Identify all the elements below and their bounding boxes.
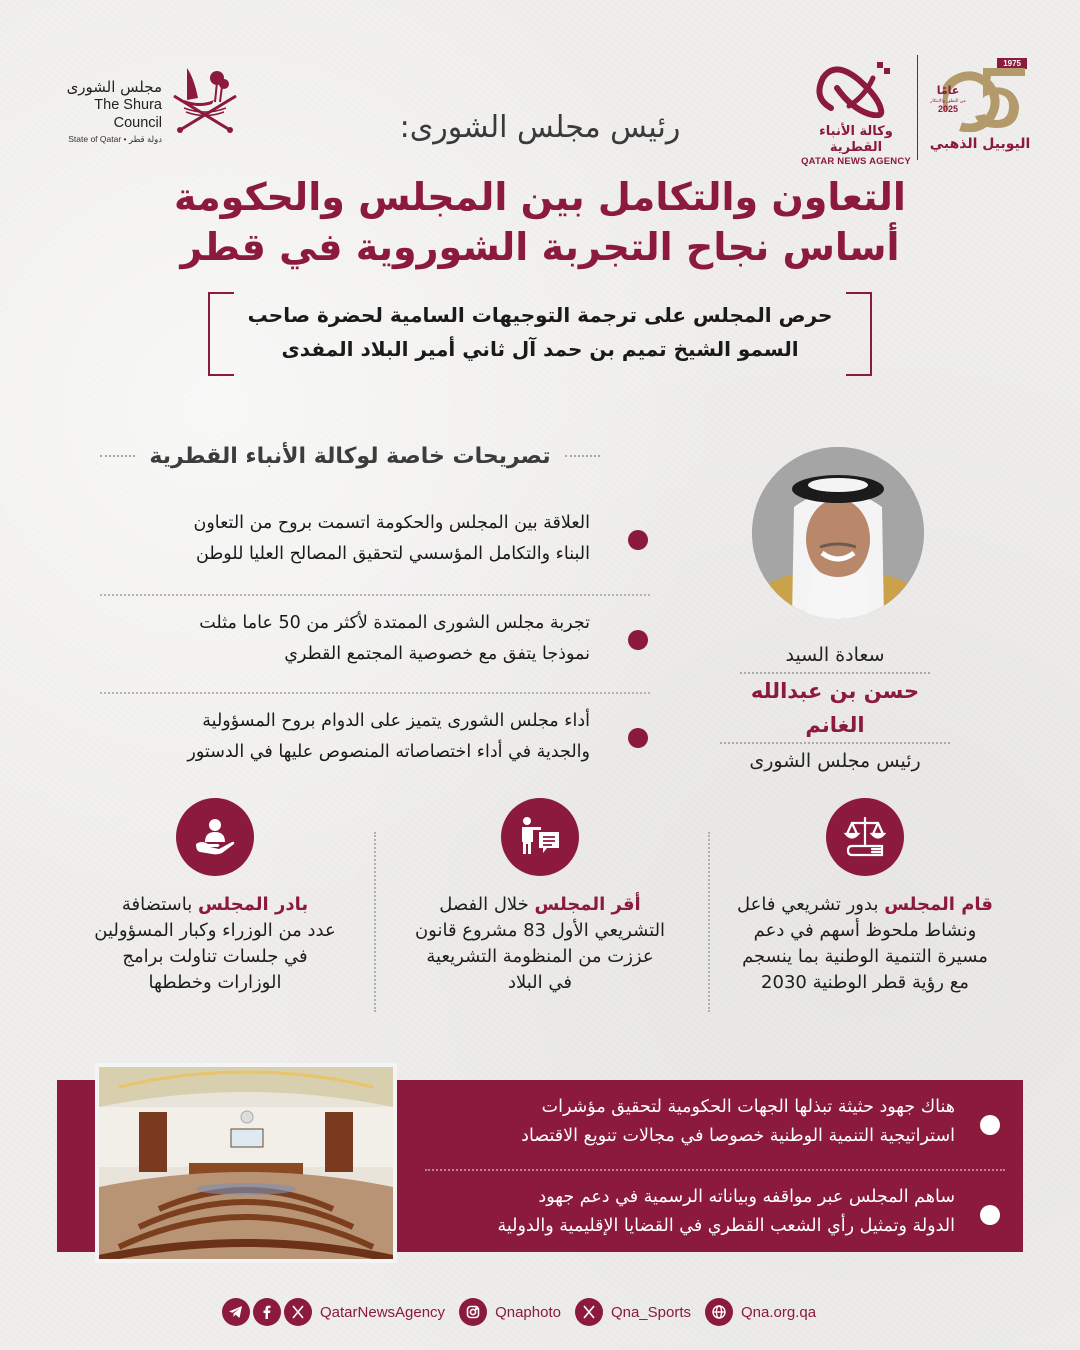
- achievement-highlight: قام المجلس: [884, 894, 993, 915]
- hand-supporting-person-icon: [176, 798, 254, 876]
- headline: [0, 172, 1080, 272]
- banner-line: هناك جهود حثيثة تبذلها الجهات الحكومية لتحقيق مؤشرات: [541, 1097, 955, 1117]
- achievement-line: مسيرة التنمية الوطنية بما ينسجم: [742, 946, 988, 967]
- statement-item: [100, 508, 650, 594]
- website-link[interactable]: Qna.org.qa: [741, 1303, 817, 1321]
- speaker-info: [720, 640, 950, 778]
- bullet-dot-icon: [980, 1205, 1000, 1225]
- sports-handle-link[interactable]: Qna_Sports: [610, 1303, 691, 1321]
- jubilee-label: اليوبيل الذهبي: [929, 136, 1031, 152]
- achievement-highlight: بادر المجلس: [197, 894, 309, 915]
- dotted-divider: [100, 455, 135, 457]
- achievement-line: ونشاط ملحوظ أسهم في دعم: [753, 920, 977, 941]
- shura-state-label: State of Qatar • دولة قطر: [68, 134, 162, 144]
- column-divider: [708, 832, 710, 1012]
- social-footer: [222, 1294, 902, 1330]
- speaker-portrait: [752, 447, 924, 619]
- column-divider: [374, 832, 376, 1012]
- statement-line: تجربة مجلس الشورى الممتدة لأكثر من 50 عاما مثلت: [199, 613, 590, 633]
- achievement-line: في البلاد: [507, 972, 572, 993]
- banner-item: [425, 1093, 1005, 1161]
- speaker-honorific: سعادة السيد: [785, 644, 885, 666]
- main-handle-link[interactable]: QatarNewsAgency: [320, 1303, 446, 1321]
- achievement-line: خلال الفصل: [439, 894, 529, 915]
- dotted-divider: [565, 455, 600, 457]
- telegram-icon[interactable]: [222, 1298, 250, 1326]
- achievement-column: [65, 798, 365, 996]
- achievement-line: عززت من المنظومة التشريعية: [426, 946, 654, 967]
- presenter-checklist-icon: [501, 798, 579, 876]
- achievement-line: في جلسات تناولت برامج: [122, 946, 308, 967]
- x-twitter-icon[interactable]: [284, 1298, 312, 1326]
- statement-line: والجدية في أداء اختصاصاته المنصوص عليها في الدستور: [187, 742, 590, 762]
- statements-list: [100, 508, 650, 790]
- achievement-text: [390, 892, 690, 996]
- statements-heading: [100, 436, 600, 476]
- statement-line: العلاقة بين المجلس والحكومة اتسمت بروح من التعاون: [193, 513, 590, 533]
- bullet-dot-icon: [628, 728, 648, 748]
- quote-line-1: حرص المجلس على ترجمة التوجيهات السامية لحضرة صاحب: [247, 303, 833, 327]
- achievement-text: [715, 892, 1015, 996]
- jubilee-years-text: عامًا: [936, 84, 960, 97]
- speaker-label: رئيس مجلس الشورى:: [399, 110, 681, 145]
- statement-item: [100, 594, 650, 692]
- achievement-line: مع رؤية قطر الوطنية 2030: [761, 972, 969, 993]
- statements-heading-text: تصريحات خاصة لوكالة الأنباء القطرية: [149, 443, 551, 469]
- qna-mark-icon: [811, 58, 901, 118]
- statement-line: نموذجا يتفق مع خصوصية المجتمع القطري: [284, 644, 590, 664]
- statement-line: البناء والتكامل المؤسسي لتحقيق المصالح العليا للوطن: [196, 544, 590, 564]
- instagram-handle-link[interactable]: Qnaphoto: [495, 1303, 561, 1321]
- achievement-column: [715, 798, 1015, 996]
- achievement-line: التشريعي الأول 83 مشروع قانون: [414, 920, 666, 941]
- shura-name-arabic: مجلس الشورى: [66, 78, 162, 96]
- banner-line: استراتيجية التنمية الوطنية خصوصا في مجالات تنويع الاقتصاد: [521, 1126, 955, 1146]
- headline-line-2: أساس نجاح التجربة الشوروية في قطر: [180, 225, 900, 269]
- achievement-column: [390, 798, 690, 996]
- headline-line-1: التعاون والتكامل بين المجلس والحكومة: [174, 175, 906, 219]
- achievement-line: الوزارات وخططها: [148, 972, 282, 993]
- achievement-line: عدد من الوزراء وكبار المسؤولين: [94, 920, 336, 941]
- achievement-line: باستضافة: [121, 894, 193, 915]
- banner-line: الدولة وتمثيل رأي الشعب القطري في القضايا الإقليمية والدولية: [497, 1216, 955, 1236]
- quote-box: [208, 292, 872, 376]
- quote-line-2: السمو الشيخ تميم بن حمد آل ثاني أمير البلاد المفدى: [281, 337, 799, 361]
- achievement-highlight: أقر المجلس: [534, 894, 641, 915]
- globe-icon[interactable]: [705, 1298, 733, 1326]
- achievement-text: [65, 892, 365, 996]
- banner-list: [425, 1093, 1005, 1249]
- jubilee-end-year: 2025: [937, 104, 959, 114]
- bullet-dot-icon: [628, 530, 648, 550]
- qna-name-arabic: وكالة الأنباء القطرية: [819, 124, 893, 155]
- quote-text: [228, 298, 852, 366]
- x-twitter-icon[interactable]: [575, 1298, 603, 1326]
- facebook-icon[interactable]: [253, 1298, 281, 1326]
- banner-item: [425, 1169, 1005, 1249]
- jubilee-start-year: 1975: [997, 58, 1027, 69]
- statement-line: أداء مجلس الشورى يتميز على الدوام بروح المسؤولية: [202, 711, 590, 731]
- qna-name-english: QATAR NEWS AGENCY: [801, 156, 911, 167]
- person-portrait-icon: [752, 447, 924, 619]
- jubilee-subtitle: من التطور والابتكار: [930, 99, 966, 104]
- statement-item: [100, 692, 650, 790]
- bullet-dot-icon: [980, 1115, 1000, 1135]
- chamber-image-icon: [99, 1067, 393, 1259]
- speaker-name: حسن بن عبدالله الغانم: [740, 672, 930, 742]
- council-chamber-photo: [95, 1063, 397, 1263]
- instagram-icon[interactable]: [459, 1298, 487, 1326]
- scales-of-justice-icon: [826, 798, 904, 876]
- achievement-line: بدور تشريعي فاعل: [737, 894, 879, 915]
- bullet-dot-icon: [628, 630, 648, 650]
- speaker-title: رئيس مجلس الشورى: [720, 742, 950, 778]
- shura-name-english: The Shura Council: [94, 97, 162, 131]
- banner-line: ساهم المجلس عبر مواقفه وبياناته الرسمية في دعم جهود: [538, 1187, 955, 1207]
